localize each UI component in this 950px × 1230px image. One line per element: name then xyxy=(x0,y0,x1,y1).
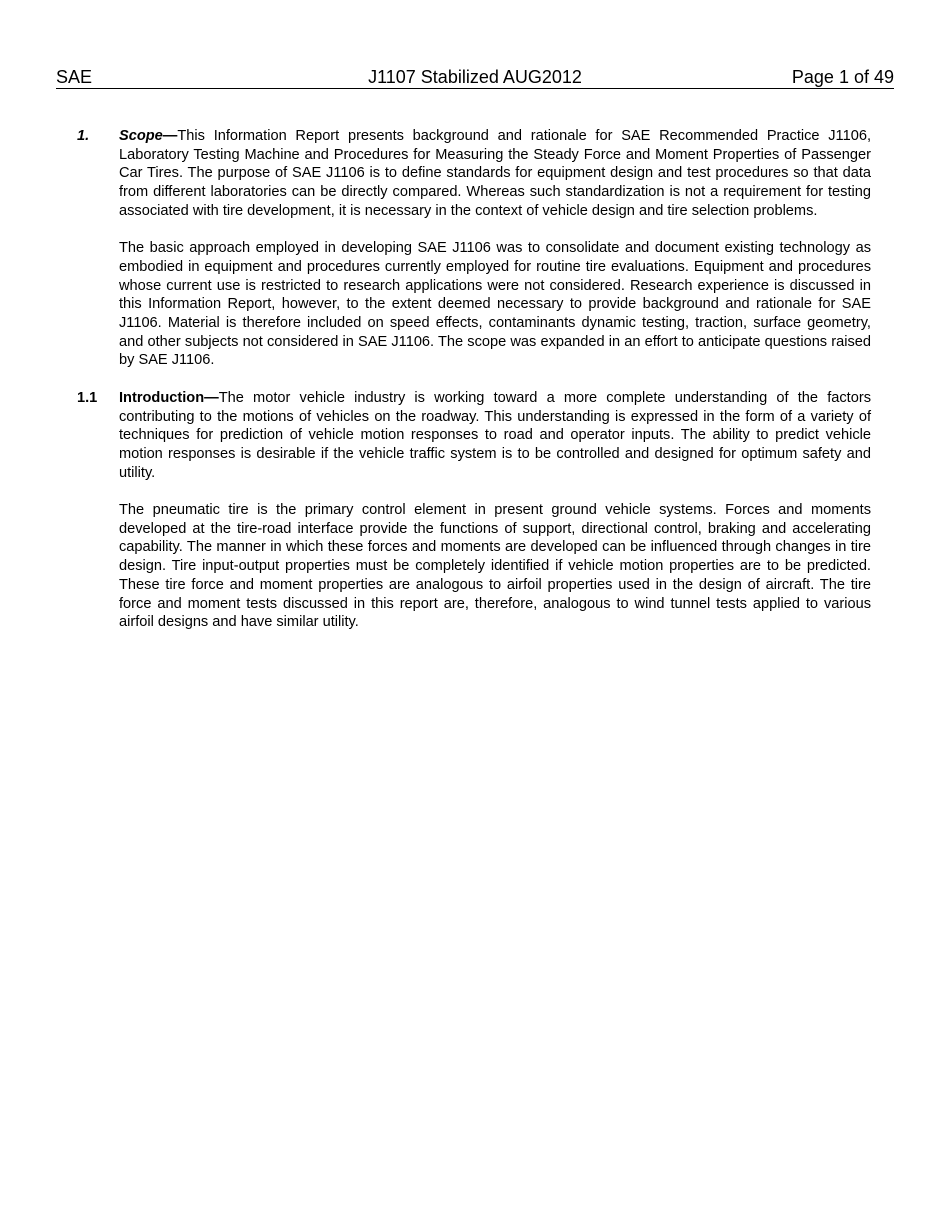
section-paragraph: The basic approach employed in developing SAE J1106 was to consolidate and document existing technology as embodied in equipment and procedures currently employed for routine tire evaluations. Equipment and procedures whose current use is restricted to research applications were not considered. Research experience is discussed in this Information Report, however, to the extent deemed necessary to provide background and rationale for SAE J1106. Material is therefore included on speed effects, contaminants dynamic testing, traction, surface geometry, and other subjects not considered in SAE J1106. The scope was expanded in an effort to anticipate questions raised by SAE J1106. xyxy=(119,240,871,369)
paragraph-text: The motor vehicle industry is working toward a more complete understanding of the factors contributing to the motions of vehicles on the roadway. This understanding is expressed in the form of a variety of techniques for prediction of vehicle motion responses to road and operator inputs. The ability to predict vehicle motion responses is desirable if the vehicle traffic system is to be controlled and designed for optimum safety and utility. xyxy=(119,389,871,481)
header-document-id: J1107 Stabilized AUG2012 xyxy=(368,67,582,87)
section-scope xyxy=(56,127,871,370)
heading-dash: — xyxy=(162,128,178,144)
header-page-number: Page 1 of 49 xyxy=(791,67,894,87)
section-heading: Scope xyxy=(119,128,163,144)
section-number: 1. xyxy=(77,128,90,144)
page-header xyxy=(56,66,894,89)
document-body xyxy=(56,127,871,651)
section-heading: Introduction— xyxy=(119,389,219,406)
section-paragraph xyxy=(119,127,871,221)
section-introduction xyxy=(56,389,871,632)
section-paragraph xyxy=(119,389,871,483)
header-organization: SAE xyxy=(56,67,93,87)
section-number: 1.1 xyxy=(77,389,98,406)
section-paragraph: The pneumatic tire is the primary control element in present ground vehicle systems. Forces and moments developed at the tire-road interface provide the functions of support, directional control, braking and accelerating capability. The manner in which these forces and moments are developed can be influenced through changes in tire design. Tire input-output properties must be completely identified if vehicle motion properties are to be predicted. These tire force and moment properties are analogous to airfoil properties used in the design of aircraft. The tire force and moment tests discussed in this report are, therefore, analogous to wind tunnel tests applied to various airfoil designs and have similar utility. xyxy=(119,502,871,631)
paragraph-text: This Information Report presents background and rationale for SAE Recommended Practice J1106, Laboratory Testing Machine and Procedures for Measuring the Steady Force and Moment Properties of Passenger Car Tires. The purpose of SAE J1106 is to define standards for equipment design and test procedures so that data from different laboratories can be directly compared. Whereas such standardization is not a requirement for testing associated with tire development, it is necessary in the context of vehicle design and tire selection problems. xyxy=(119,128,871,219)
